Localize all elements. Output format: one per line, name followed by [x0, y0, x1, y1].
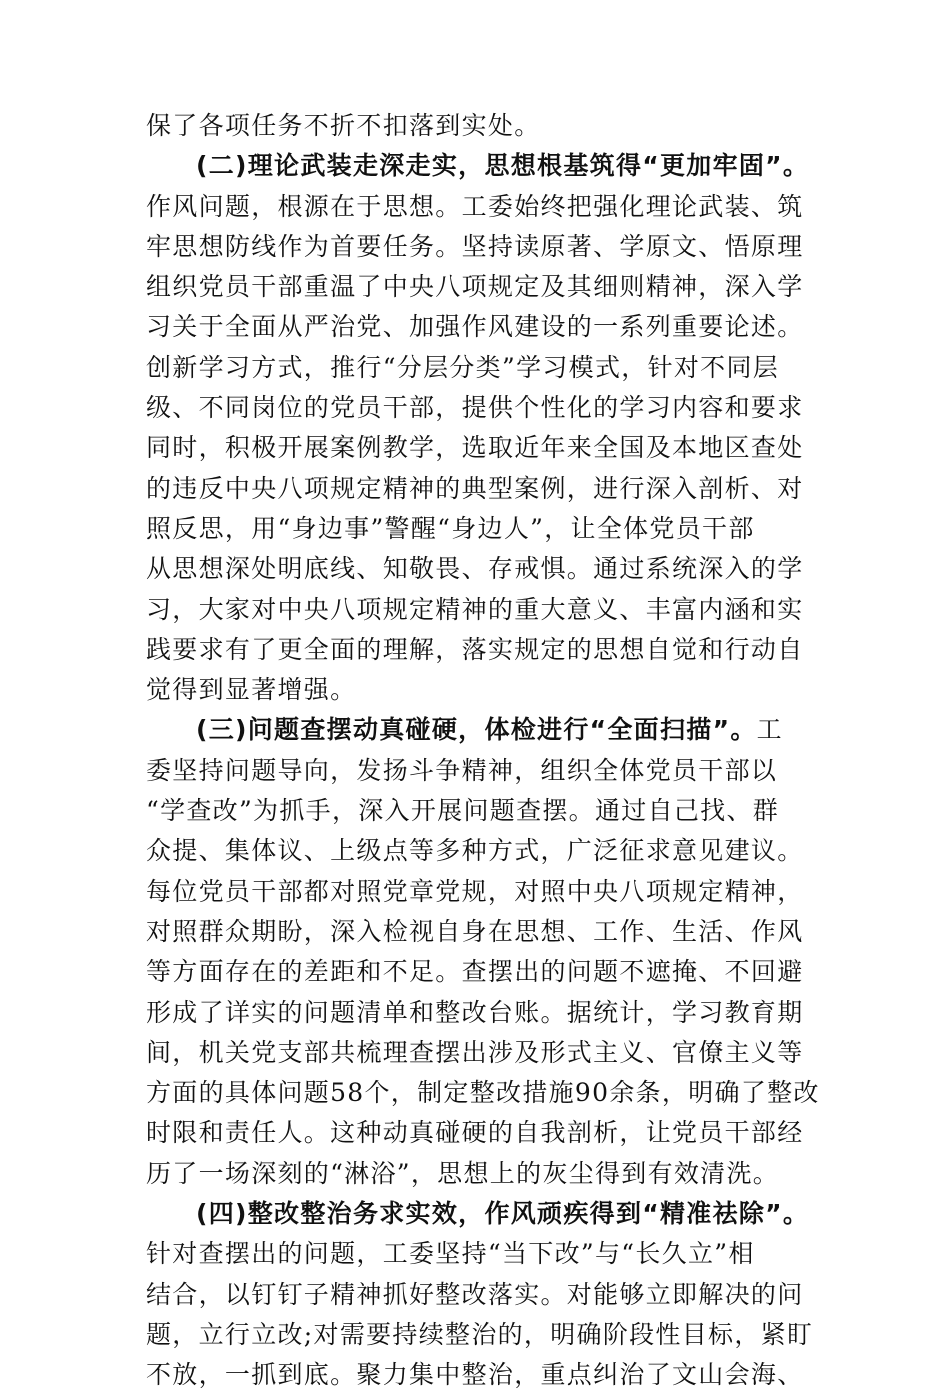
text-line: 作风问题，根源在于思想。工委始终把强化理论武装、筑	[146, 191, 804, 221]
text-line: 委坚持问题导向，发扬斗争精神，组织全体党员干部以	[146, 755, 778, 785]
heading-line	[146, 710, 826, 750]
section-heading: (三)问题查摆动真碰硬，体检进行“全面扫描”。	[196, 715, 757, 745]
text-line: 践要求有了更全面的理解，落实规定的思想自觉和行动自	[146, 634, 804, 664]
text-line: 历了一场深刻的“淋浴”，思想上的灰尘得到有效清洗。	[146, 1158, 780, 1188]
text-line: 组织党员干部重温了中央八项规定及其细则精神，深入学	[146, 272, 804, 302]
heading-tail-text: 工	[756, 715, 783, 745]
section-heading: (二)理论武装走深走实，思想根基筑得“更加牢固”。	[196, 151, 810, 181]
text-line: 从思想深处明底线、知敬畏、存戒惧。通过系统深入的学	[146, 554, 804, 584]
text-line: 保了各项任务不折不扣落到实处。	[146, 111, 541, 140]
text-line: 级、不同岗位的党员干部，提供个性化的学习内容和要求	[146, 393, 804, 423]
text-line: 同时，积极开展案例教学，选取近年来全国及本地区查处	[146, 433, 804, 463]
text-line: 的违反中央八项规定精神的典型案例，进行深入剖析、对	[146, 473, 804, 503]
text-line: 照反思，用“身边事”警醒“身边人”，让全体党员干部	[146, 513, 755, 543]
text-line: 对照群众期盼，深入检视自身在思想、工作、生活、作风	[146, 916, 804, 946]
text-line: 间，机关党支部共梳理查摆出涉及形式主义、官僚主义等	[146, 1037, 804, 1067]
text-line: 等方面存在的差距和不足。查摆出的问题不遮掩、不回避	[146, 957, 804, 987]
section-heading: (四)整改整治务求实效，作风顽疾得到“精准祛除”。	[196, 1199, 810, 1229]
text-line: 形成了详实的问题清单和整改台账。据统计，学习教育期	[146, 997, 804, 1027]
document-page	[146, 106, 826, 1396]
text-line: 牢思想防线作为首要任务。坚持读原著、学原文、悟原理	[146, 231, 804, 261]
text-line: 针对查摆出的问题，工委坚持“当下改”与“长久立”相	[146, 1239, 755, 1269]
text-line: “学查改”为抓手，深入开展问题查摆。通过自己找、群	[146, 796, 780, 826]
text-line: 结合，以钉钉子精神抓好整改落实。对能够立即解决的问	[146, 1279, 804, 1309]
text-line: 习关于全面从严治党、加强作风建设的一系列重要论述。	[146, 312, 804, 342]
text-line: 不放，一抓到底。聚力集中整治，重点纠治了文山会海、	[146, 1360, 804, 1390]
text-line: 题，立行立改;对需要持续整治的，明确阶段性目标，紧盯	[146, 1319, 814, 1349]
text-line: 方面的具体问题58个，制定整改措施90余条，明确了整改	[146, 1078, 820, 1108]
text-line: 每位党员干部都对照党章党规，对照中央八项规定精神，	[146, 876, 804, 906]
text-line: 创新学习方式，推行“分层分类”学习模式，针对不同层	[146, 352, 780, 382]
text-line: 时限和责任人。这种动真碰硬的自我剖析，让党员干部经	[146, 1118, 804, 1148]
text-line: 习，大家对中央八项规定精神的重大意义、丰富内涵和实	[146, 594, 804, 624]
text-line: 觉得到显著增强。	[146, 675, 357, 705]
text-line: 众提、集体议、上级点等多种方式，广泛征求意见建议。	[146, 836, 804, 866]
